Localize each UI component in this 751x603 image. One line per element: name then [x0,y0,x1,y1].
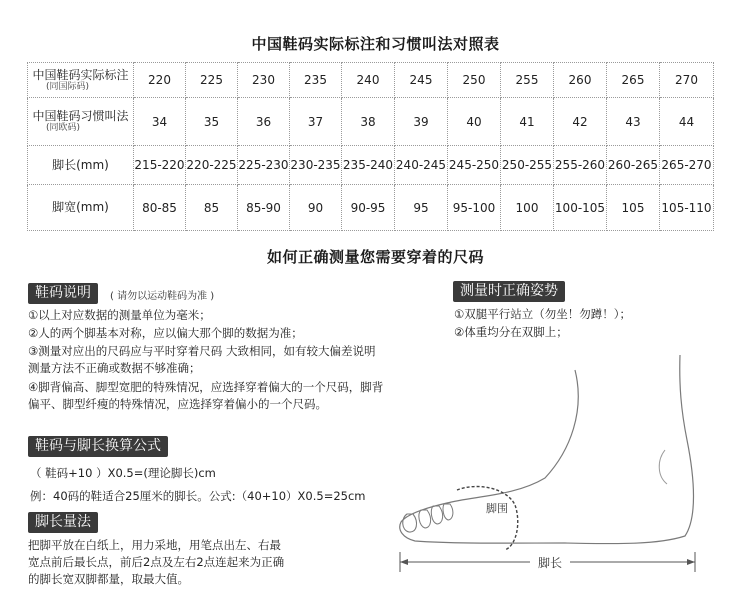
foot-girth-label: 脚围 [486,502,508,515]
posture-item-2: ②体重均分在双脚上； [454,325,568,339]
size-note-item-2: ②人的两个脚基本对称，应以偏大那个脚的数据为准； [28,326,303,340]
table-cell: 90-95 [342,185,395,231]
table-cell: 260 [554,63,607,98]
table-cell: 220 [134,63,186,98]
table-cell: 230 [238,63,290,98]
table-cell: 39 [395,98,448,146]
row-header-label: 脚宽(mm) [52,200,109,214]
table-row [28,63,714,98]
size-note-item-4: ④脚背偏高、脚型宽肥的特殊情况，应选择穿着偏大的一个尺码，脚背偏平、脚型纤瘦的特殊情况，应选择穿着偏小的一个尺码。 [28,380,384,411]
size-note-item-1: ①以上对应数据的测量单位为毫米； [28,308,211,322]
row-header-sub: (同国际码) [46,81,90,92]
table-cell: 240 [342,63,395,98]
table-cell: 34 [134,98,186,146]
table-cell: 85-90 [238,185,290,231]
method-tag: 脚长量法 [28,512,98,533]
formula-example: 例：40码的鞋适合25厘米的脚长。公式:（40+10）X0.5=25cm [30,489,366,503]
table-cell: 44 [660,98,714,146]
formula-tag: 鞋码与脚长换算公式 [28,436,168,457]
table-cell: 265-270 [660,146,714,185]
table-cell: 40 [448,98,501,146]
table-cell: 260-265 [607,146,660,185]
measure-title: 如何正确测量您需要穿着的尺码 [266,248,484,266]
table-cell: 41 [501,98,554,146]
table-cell: 36 [238,98,290,146]
table-cell: 250-255 [501,146,554,185]
table-cell: 270 [660,63,714,98]
table-cell: 95-100 [448,185,501,231]
table-cell: 80-85 [134,185,186,231]
table-cell: 235-240 [342,146,395,185]
table-cell: 95 [395,185,448,231]
table-cell: 230-235 [290,146,342,185]
table-cell: 265 [607,63,660,98]
row-header [28,185,134,231]
table-cell: 85 [186,185,238,231]
table-cell: 42 [554,98,607,146]
row-header [28,98,134,146]
row-header-label: 中国鞋码习惯叫法 [32,109,129,123]
size-note-tag: 鞋码说明 [28,283,98,304]
size-note-item-3: ③测量对应出的尺码应与平时穿着尺码 大致相同，如有较大偏差说明测量方法不正确或数据不够准确； [28,344,376,375]
posture-tag: 测量时正确姿势 [453,281,565,302]
table-cell: 43 [607,98,660,146]
size-table [27,62,714,231]
table-cell: 105 [607,185,660,231]
size-note-hint: ( 请勿以运动鞋码为准 ) [110,291,215,302]
table-cell: 100-105 [554,185,607,231]
foot-length-label: 脚长 [537,556,563,570]
table-row [28,185,714,231]
table-row [28,98,714,146]
table-cell: 255-260 [554,146,607,185]
size-chart-title: 中国鞋码实际标注和习惯叫法对照表 [251,35,500,53]
table-cell: 245 [395,63,448,98]
table-cell: 35 [186,98,238,146]
row-header [28,146,134,185]
table-cell: 215-220 [134,146,186,185]
table-cell: 38 [342,98,395,146]
table-cell: 105-110 [660,185,714,231]
table-cell: 90 [290,185,342,231]
table-cell: 220-225 [186,146,238,185]
row-header [28,63,134,98]
method-text: 把脚平放在白纸上，用力采地，用笔点出左、右最宽点前后最长点，前后2点及左右2点连起来为正确的脚长宽双脚都量，取最大值。 [28,538,285,586]
table-cell: 225-230 [238,146,290,185]
table-cell: 37 [290,98,342,146]
table-cell: 240-245 [395,146,448,185]
table-row [28,146,714,185]
table-cell: 100 [501,185,554,231]
table-cell: 255 [501,63,554,98]
posture-item-1: ①双腿平行站立（勿坐！勿蹲！）； [454,307,632,321]
formula-line: （ 鞋码+10 ）X0.5=(理论脚长)cm [30,466,216,480]
row-header-label: 中国鞋码实际标注 [32,67,129,82]
row-header-label: 脚长(mm) [52,157,109,172]
table-cell: 235 [290,63,342,98]
row-header-sub: (同欧码) [46,123,81,133]
table-cell: 245-250 [448,146,501,185]
foot-illustration [395,300,725,590]
table-cell: 250 [448,63,501,98]
table-cell: 225 [186,63,238,98]
